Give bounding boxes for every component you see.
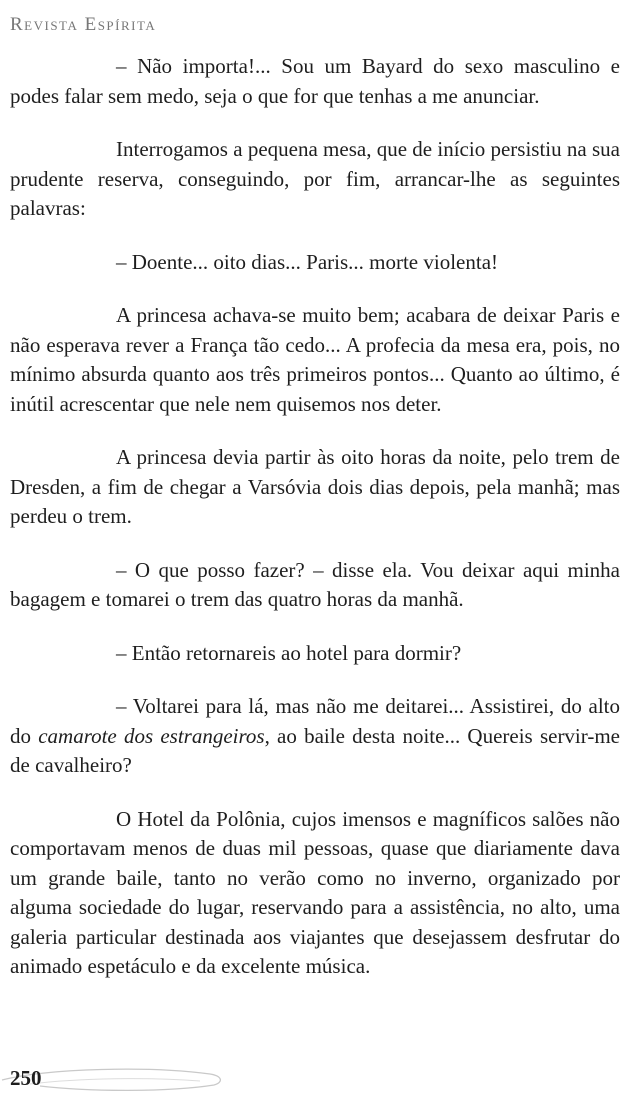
- paragraph: A princesa devia partir às oito horas da noite, pelo trem de Dresden, a fim de chegar a Varsóvia dois dias depois, pela manhã; mas perdeu o trem.: [10, 445, 620, 528]
- paragraph-text-after: , ao baile desta noite... Quereis servir-me de cavalheiro?: [10, 723, 620, 777]
- italic-phrase: camarote dos estrangeiros: [38, 723, 265, 748]
- paragraph: O Hotel da Polônia, cujos imensos e magníficos salões não comportavam menos de duas mil pessoas, quase que diariamente dava um grande baile, tanto no verão como no inverno, organizado por alguma sociedade do lugar, reservando para a assistência, no alto, uma galeria particular destinada aos viajantes que desejassem desfrutar do animado espetáculo e da excelente música.: [10, 806, 620, 978]
- paragraph: – Não importa!... Sou um Bayard do sexo masculino e podes falar sem medo, seja o que for que tenhas a me anunciar.: [10, 54, 620, 108]
- paragraph-text-before: – Voltarei para lá, mas não me deitarei... Assistirei, do alto do: [10, 694, 620, 748]
- paragraph: – O que posso fazer? – disse ela. Vou deixar aqui minha bagagem e tomarei o trem das quatro horas da manhã.: [10, 557, 620, 611]
- paragraph: [10, 692, 620, 781]
- paragraph: Interrogamos a pequena mesa, que de início persistiu na sua prudente reserva, conseguindo, por fim, arrancar-lhe as seguintes palavras:: [10, 137, 620, 220]
- body-text: [10, 52, 620, 982]
- page-number: 250: [10, 1066, 42, 1090]
- running-head: Revista Espírita: [10, 14, 157, 35]
- paragraph: – Doente... oito dias... Paris... morte violenta!: [116, 249, 499, 274]
- paragraph: – Então retornareis ao hotel para dormir?: [116, 640, 462, 665]
- paragraph: A princesa achava-se muito bem; acabara de deixar Paris e não esperava rever a França tão cedo... A profecia da mesa era, pois, no mínimo absurda quanto aos três primeiros pontos... Quanto ao último, é inútil acrescentar que nele nem quisemos nos deter.: [10, 303, 620, 416]
